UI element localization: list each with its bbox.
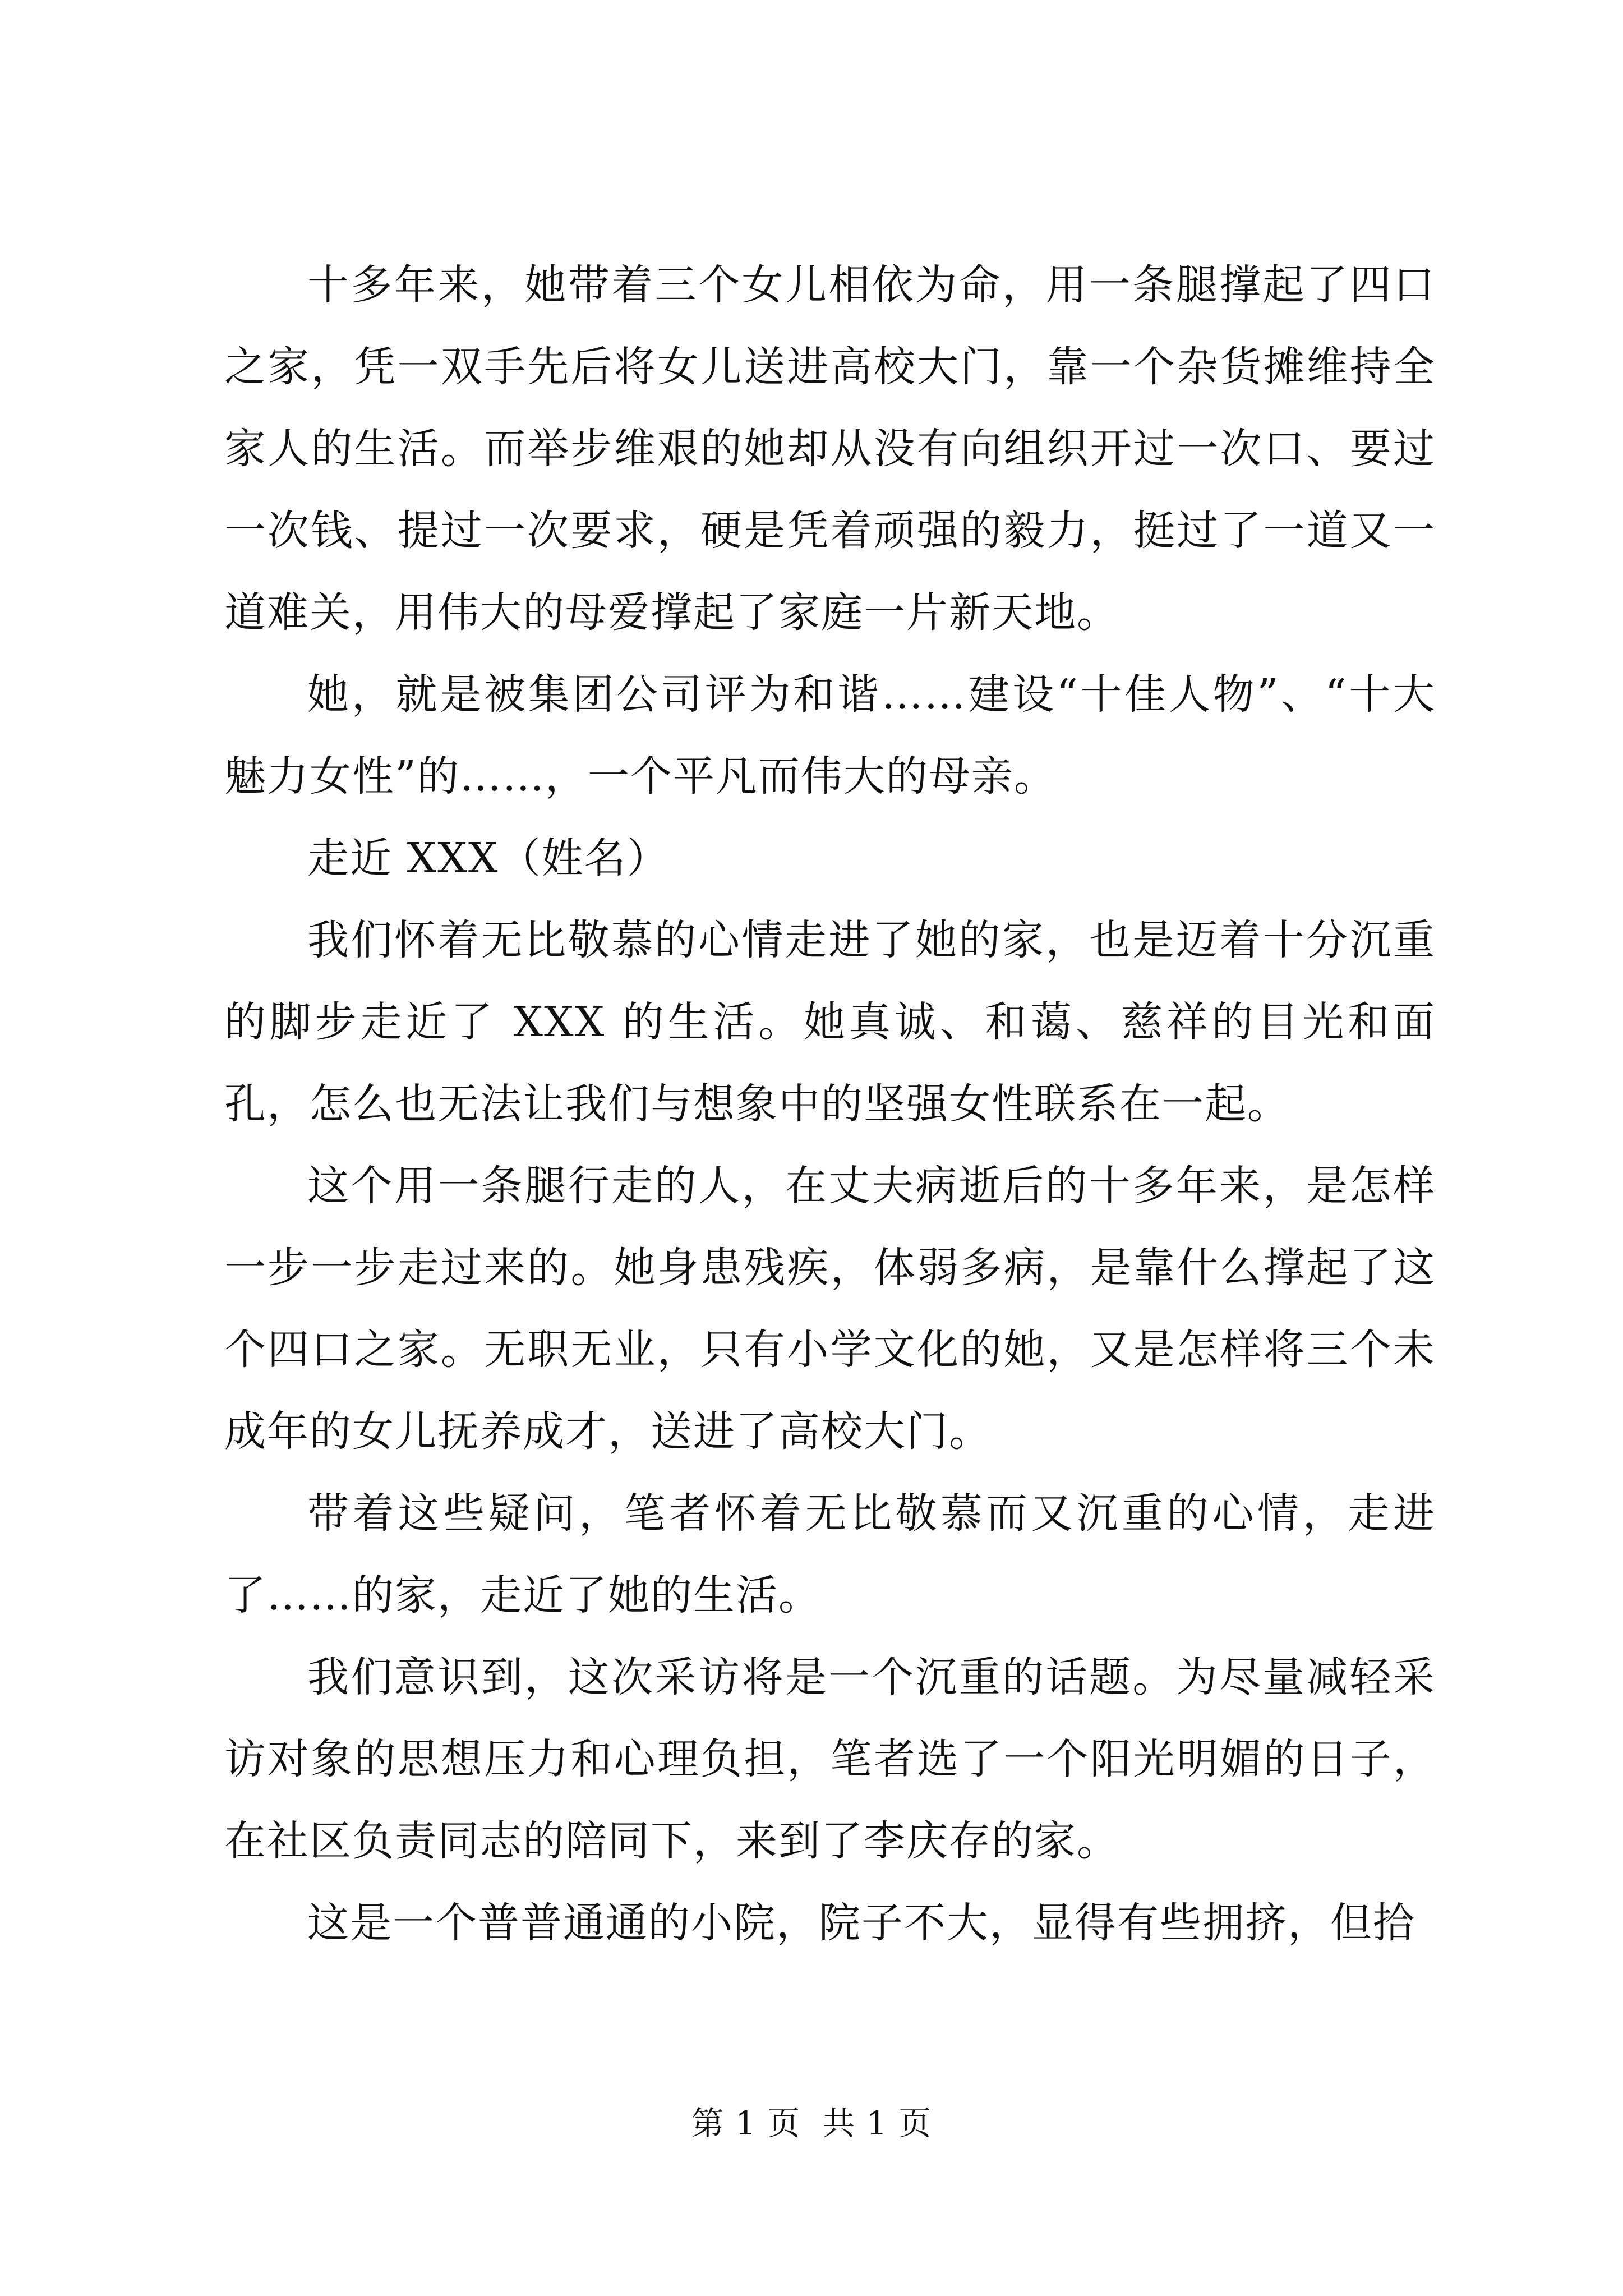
paragraph: 我们怀着无比敬慕的心情走进了她的家，也是迈着十分沉重的脚步走近了 XXX 的生活。她真诚、和蔼、慈祥的目光和面孔，怎么也无法让我们与想象中的坚强女性联系在一起。 [224,916,1436,1128]
paragraph: 十多年来，她带着三个女儿相依为命，用一条腿撑起了四口之家，凭一双手先后将女儿送进高校大门，靠一个杂货摊维持全家人的生活。而举步维艰的她却从没有向组织开过一次口、要过一次钱、提过一次要求，硬是凭着顽强的毅力，挺过了一道又一道难关，用伟大的母爱撑起了家庭一片新天地。 [224,261,1436,637]
section-heading: 走近 XXX（姓名） [307,834,670,882]
paragraph: 我们意识到，这次采访将是一个沉重的话题。为尽量减轻采访对象的思想压力和心理负担，笔者选了一个阳光明媚的日子，在社区负责同志的陪同下，来到了李庆存的家。 [224,1653,1436,1865]
page-number-label: 第 1 页 共 1 页 [691,2104,932,2142]
document-body [224,244,1436,1964]
paragraph: 这是一个普普通通的小院，院子不大，显得有些拥挤，但拾 [307,1899,1415,1947]
paragraph: 她，就是被集团公司评为和谐……建设“十佳人物”、“十大魅力女性”的……，一个平凡而伟大的母亲。 [224,670,1436,800]
paragraph: 带着这些疑问，笔者怀着无比敬慕而又沉重的心情，走进了……的家，走近了她的生活。 [224,1489,1436,1619]
page-footer [0,2101,1623,2146]
paragraph: 这个用一条腿行走的人，在丈夫病逝后的十多年来，是怎样一步一步走过来的。她身患残疾，体弱多病，是靠什么撑起了这个四口之家。无职无业，只有小学文化的她，又是怎样将三个未成年的女儿抚养成才，送进了高校大门。 [224,1162,1436,1456]
